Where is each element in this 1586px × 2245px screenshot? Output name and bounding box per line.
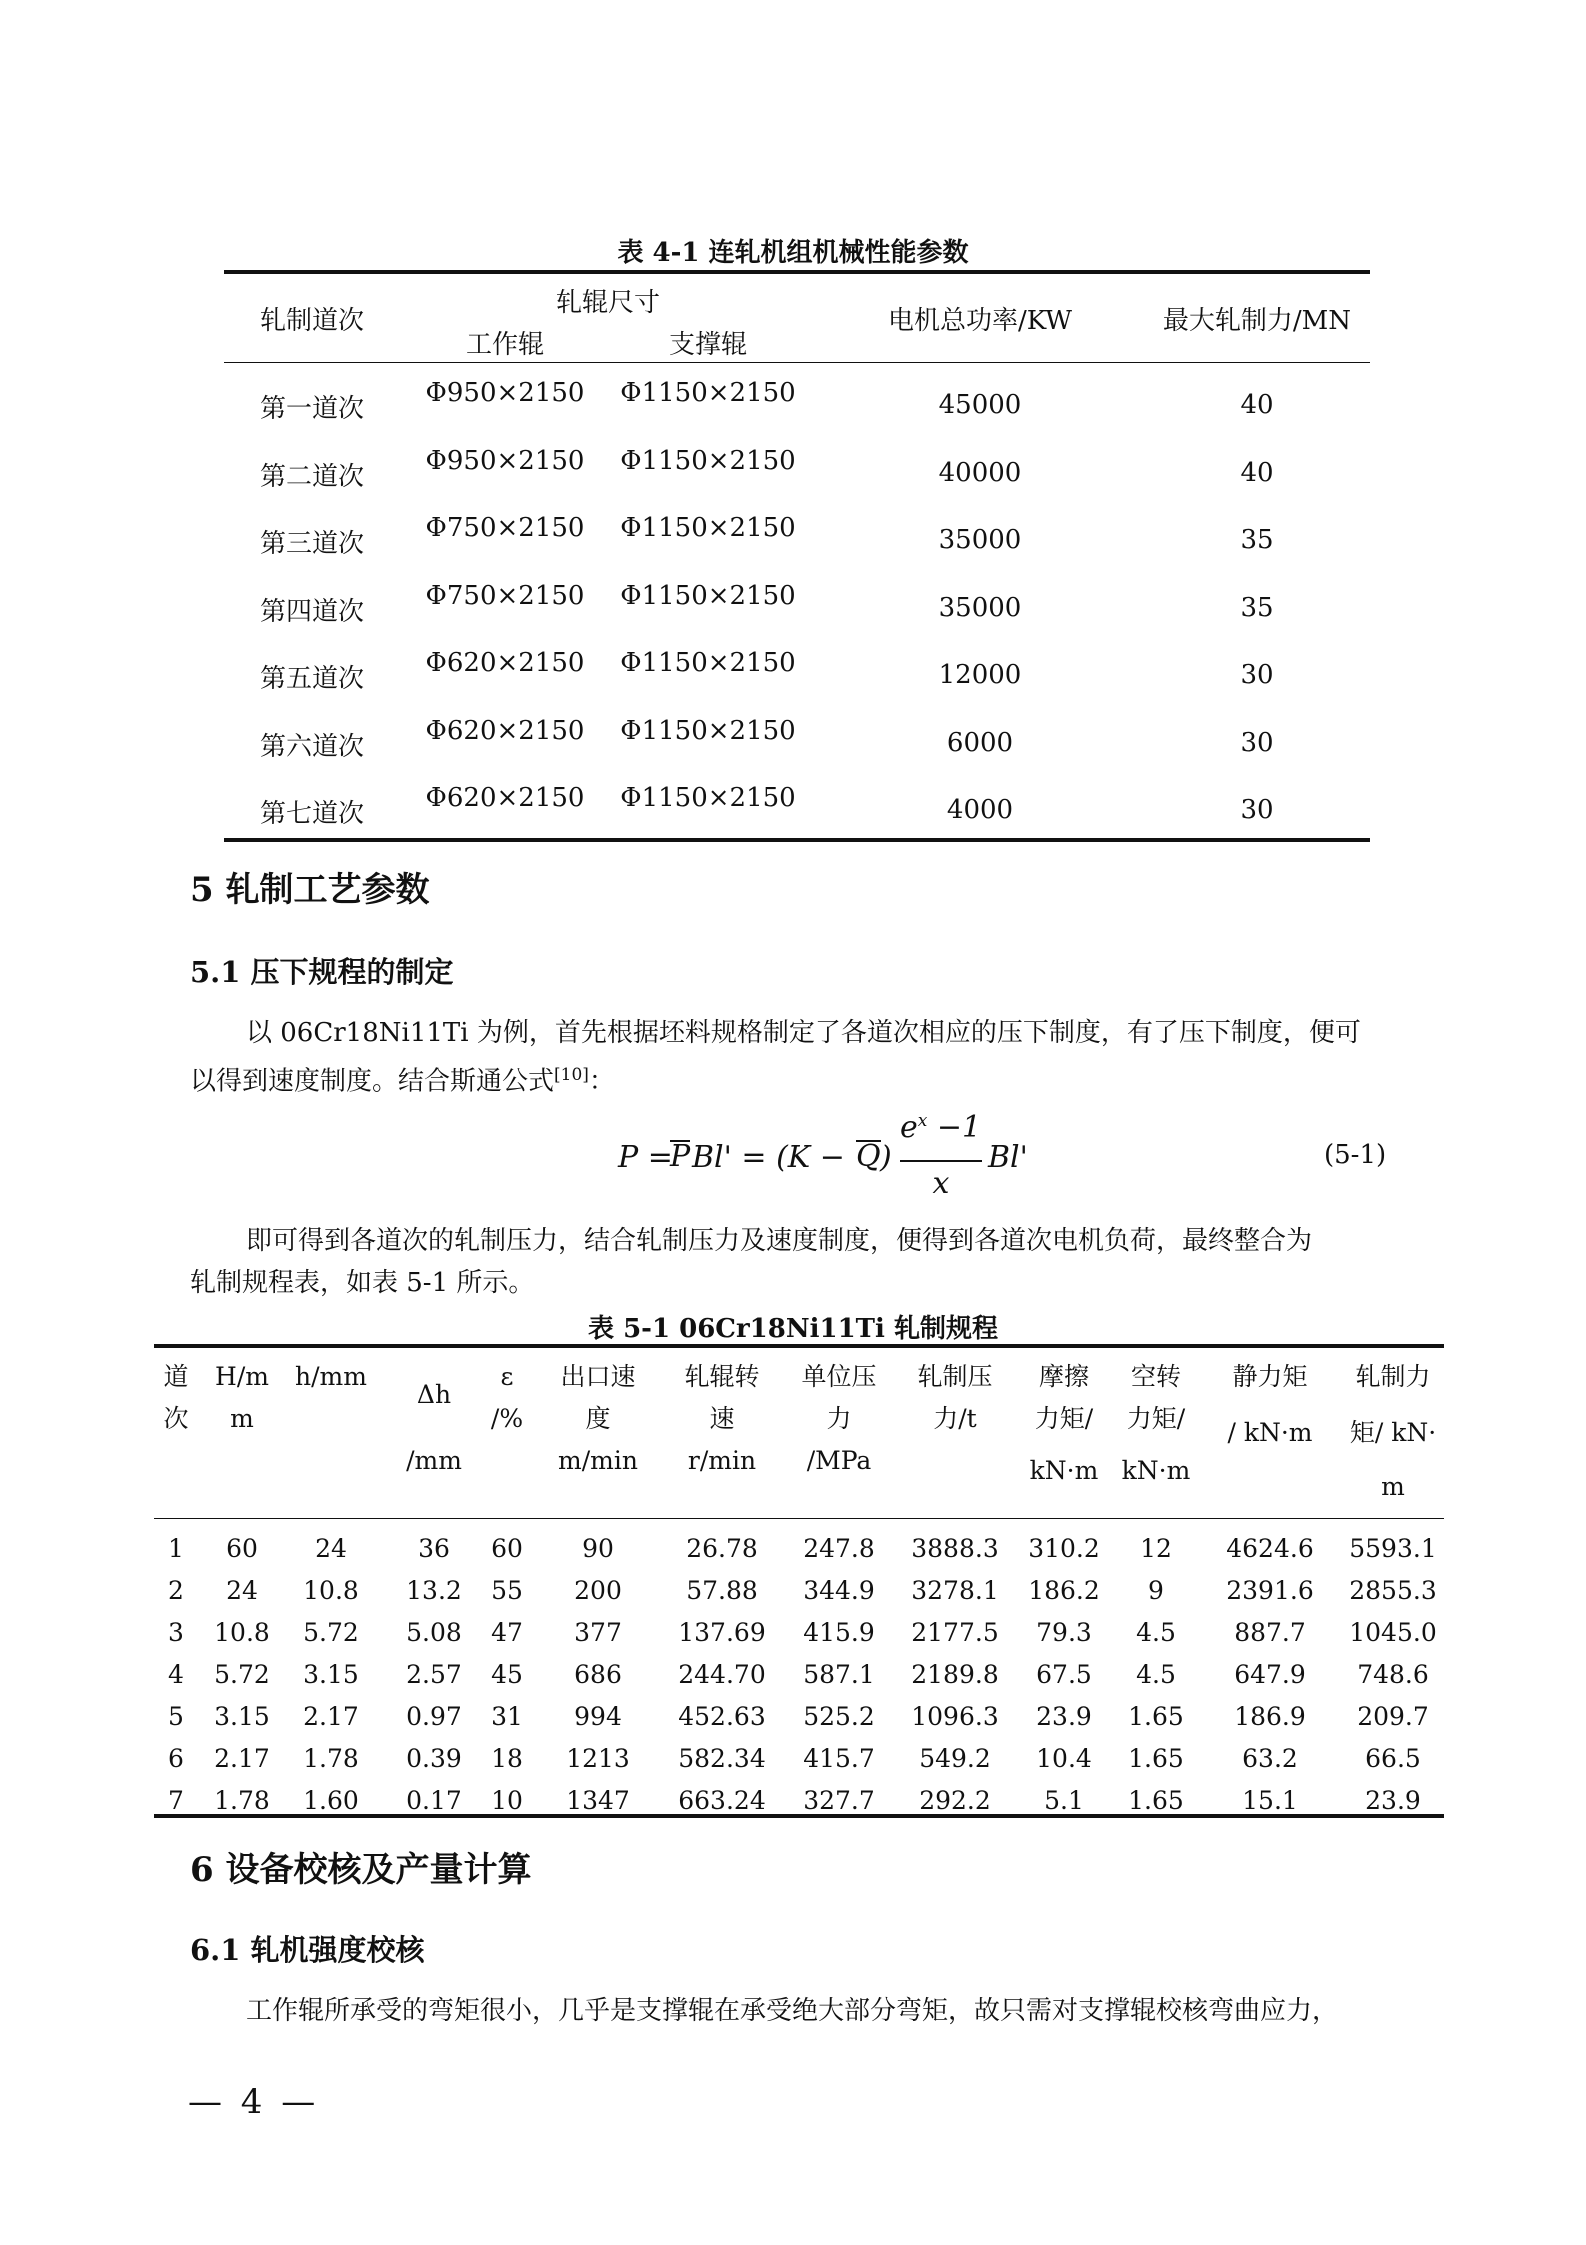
table-5-1-cell: 0.97 [406, 1702, 462, 1731]
paragraph-line: 工作辊所承受的弯矩很小，几乎是支撑辊在承受绝大部分弯矩，故只需对支撑辊校核弯曲应力， [246, 1996, 1339, 2026]
table-5-1-header-cell: H/m [215, 1362, 269, 1391]
table-5-1-cell: 10 [491, 1786, 523, 1815]
table-5-1-cell: 5593.1 [1349, 1534, 1437, 1563]
table-5-1-header-cell: 空转 [1130, 1362, 1181, 1391]
table-5-1-cell: 6 [168, 1744, 184, 1773]
table-5-1-header-cell: 力 [826, 1404, 852, 1433]
table-5-1-cell: 0.17 [406, 1786, 462, 1815]
table-5-1-cell: 247.8 [803, 1534, 875, 1563]
table-4-1-max-force-cell: 30 [1240, 727, 1274, 758]
table-5-1-cell: 587.1 [803, 1660, 875, 1689]
table-4-1-backup-roll-cell: Φ1150×2150 [620, 378, 796, 408]
formula-fraction-bar [900, 1160, 982, 1162]
paragraph-punct: ： [588, 1066, 615, 1097]
table-4-1-pass-cell: 第一道次 [259, 394, 364, 424]
table-5-1-header-cell: Δh [416, 1380, 452, 1409]
table-4-1-pass-cell: 第二道次 [259, 461, 364, 492]
header-motor-power: 电机总功率/KW [888, 306, 1072, 336]
table-4-1-backup-roll-cell: Φ1150×2150 [620, 783, 796, 813]
table-bottom-rule [154, 1814, 1444, 1818]
table-5-1-cell: 5.08 [406, 1618, 462, 1647]
paragraph-line [190, 1054, 1410, 1103]
table-5-1-cell: 1.65 [1128, 1786, 1184, 1815]
table-5-1-cell: 5.72 [303, 1618, 359, 1647]
table-4-1-max-force-cell: 35 [1240, 525, 1274, 555]
table-header-rule [224, 362, 1370, 363]
table-4-1-work-roll-cell: Φ950×2150 [425, 445, 585, 476]
formula-minus-one: −1 [927, 1110, 982, 1145]
table-5-1-header-cell: 轧辊转 [684, 1362, 760, 1391]
table-4-1-motor-power-cell: 35000 [938, 592, 1022, 623]
table-5-1-header-cell: r/min [687, 1446, 757, 1475]
table-5-1-cell: 994 [574, 1702, 622, 1731]
table-5-1-cell: 186.2 [1028, 1576, 1100, 1605]
section-6-heading: 6 设备校核及产量计算 [190, 1850, 532, 1890]
section-5-heading: 5 轧制工艺参数 [190, 870, 430, 910]
table-5-1-cell: 1.60 [303, 1786, 359, 1815]
header-work-roll: 工作辊 [465, 330, 544, 360]
table-5-1-header-cell: 矩/ kN· [1349, 1418, 1437, 1447]
table-5-1-cell: 55 [491, 1576, 523, 1605]
table-4-1-work-roll-cell: Φ620×2150 [425, 715, 585, 746]
formula-p-bar: P [670, 1139, 691, 1174]
table-5-1-cell: 90 [582, 1534, 614, 1563]
table-5-1-header-cell: 轧制压 [917, 1362, 993, 1391]
table-5-1-cell: 60 [491, 1534, 523, 1563]
section-5-1-heading: 5.1 压下规程的制定 [190, 955, 454, 989]
table-5-1-cell: 2 [168, 1576, 184, 1605]
table-4-1-work-roll-cell: Φ620×2150 [425, 783, 585, 813]
header-backup-roll: 支撑辊 [668, 330, 747, 360]
table-5-1-cell: 5.72 [214, 1660, 270, 1689]
table-4-1-max-force-cell: 30 [1240, 795, 1274, 825]
table-4-1-max-force-cell: 35 [1240, 592, 1274, 623]
paragraph-text: 以得到速度制度。结合斯通公式 [190, 1066, 555, 1097]
table-5-1-cell: 1.78 [214, 1786, 270, 1815]
table-4-1-pass-cell: 第六道次 [259, 731, 364, 762]
table-5-1-cell: 36 [418, 1534, 450, 1563]
table-5-1-header-cell: kN·m [1121, 1456, 1191, 1485]
table-5-1-header-cell: ε [500, 1362, 514, 1391]
table-5-1-cell: 663.24 [678, 1786, 766, 1815]
table-5-1-cell: 415.7 [803, 1744, 875, 1773]
table-5-1-cell: 18 [491, 1744, 523, 1773]
table-5-1-cell: 12 [1140, 1534, 1172, 1563]
table-5-1-cell: 24 [226, 1576, 258, 1605]
table-5-1-cell: 186.9 [1234, 1702, 1306, 1731]
table-bottom-rule [224, 838, 1370, 842]
table-5-1-cell: 60 [226, 1534, 258, 1563]
table-5-1-cell: 2189.8 [911, 1660, 999, 1689]
table-4-1-backup-roll-cell: Φ1150×2150 [620, 715, 796, 746]
table-5-1-cell: 23.9 [1365, 1786, 1421, 1815]
table-5-1-cell: 31 [491, 1702, 523, 1731]
header-roll-size: 轧辊尺寸 [555, 288, 660, 318]
table-5-1-cell: 5 [168, 1702, 184, 1731]
table-5-1-cell: 3888.3 [911, 1534, 999, 1563]
table-5-1-cell: 209.7 [1357, 1702, 1429, 1731]
table-4-1-work-roll-cell: Φ620×2150 [425, 648, 585, 678]
table-4-1-motor-power-cell: 45000 [938, 390, 1022, 420]
table-5-1-cell: 748.6 [1357, 1660, 1429, 1689]
table-5-1-header-cell: 道 [163, 1362, 189, 1391]
formula-denominator: x [932, 1166, 950, 1201]
table-5-1-cell: 549.2 [919, 1744, 991, 1773]
paragraph-line: 以 06Cr18Ni11Ti 为例，首先根据坯料规格制定了各道次相应的压下制度，有了压下制度，便可 [246, 1018, 1361, 1048]
table-4-1 [224, 270, 1370, 842]
formula-tail: Bl' [988, 1140, 1028, 1175]
table-4-1-pass-cell: 第四道次 [259, 596, 364, 627]
table-4-1-motor-power-cell: 12000 [938, 660, 1022, 690]
table-5-1 [154, 1344, 1444, 1818]
table-5-1-cell: 1 [168, 1534, 184, 1563]
table-5-1-header-cell: 速 [709, 1404, 735, 1433]
table-5-1-cell: 2.17 [303, 1702, 359, 1731]
table-5-1-cell: 3 [168, 1618, 184, 1647]
table-5-1-cell: 415.9 [803, 1618, 875, 1647]
table-5-1-caption: 表 5-1 06Cr18Ni11Ti 轧制规程 [588, 1314, 998, 1344]
table-5-1-cell: 67.5 [1036, 1660, 1092, 1689]
table-5-1-cell: 137.69 [678, 1618, 766, 1647]
table-header-rule [154, 1518, 1444, 1519]
table-5-1-cell: 647.9 [1234, 1660, 1306, 1689]
table-4-1-motor-power-cell: 4000 [946, 795, 1014, 825]
table-4-1-motor-power-cell: 35000 [938, 525, 1022, 555]
table-5-1-cell: 10.8 [214, 1618, 270, 1647]
stone-formula [618, 1110, 1038, 1210]
table-top-rule [224, 270, 1370, 274]
table-5-1-header-cell: kN·m [1029, 1456, 1099, 1485]
table-5-1-cell: 3.15 [214, 1702, 270, 1731]
table-5-1-cell: 452.63 [678, 1702, 766, 1731]
table-5-1-cell: 887.7 [1234, 1618, 1306, 1647]
table-5-1-cell: 2.17 [214, 1744, 270, 1773]
table-5-1-cell: 4.5 [1136, 1618, 1176, 1647]
table-4-1-pass-cell: 第三道次 [259, 529, 364, 559]
table-5-1-cell: 26.78 [686, 1534, 758, 1563]
table-5-1-cell: 5.1 [1044, 1786, 1084, 1815]
table-5-1-cell: 327.7 [803, 1786, 875, 1815]
table-5-1-header-cell: /MPa [806, 1446, 872, 1475]
table-5-1-cell: 15.1 [1242, 1786, 1298, 1815]
table-4-1-backup-roll-cell: Φ1150×2150 [620, 648, 796, 678]
table-5-1-cell: 2391.6 [1226, 1576, 1314, 1605]
paragraph-5-1 [190, 1012, 1410, 1103]
formula-lhs: P = [618, 1140, 673, 1175]
table-5-1-cell: 3278.1 [911, 1576, 999, 1605]
table-5-1-cell: 686 [574, 1660, 622, 1689]
formula-exponent: x [917, 1111, 928, 1131]
table-5-1-header-cell: h/mm [295, 1362, 367, 1391]
table-5-1-cell: 2.57 [406, 1660, 462, 1689]
table-5-1-header-cell: m/min [558, 1446, 638, 1475]
equation-number: (5-1) [1324, 1140, 1387, 1170]
table-5-1-header-cell: 出口速 [560, 1362, 636, 1391]
table-5-1-cell: 1045.0 [1349, 1618, 1437, 1647]
table-5-1-header-cell: 摩擦 [1038, 1362, 1089, 1391]
table-5-1-header-cell: /mm [406, 1446, 462, 1475]
formula-q-bar: Q [856, 1139, 881, 1174]
table-5-1-header-cell: 次 [163, 1404, 189, 1433]
table-5-1-cell: 377 [574, 1618, 622, 1647]
table-5-1-cell: 4 [168, 1660, 184, 1689]
header-max-force: 最大轧制力/MN [1162, 306, 1352, 336]
table-4-1-pass-cell: 第七道次 [259, 799, 364, 829]
table-5-1-cell: 47 [491, 1618, 523, 1647]
citation: [10] [554, 1065, 589, 1085]
table-5-1-cell: 1213 [566, 1744, 630, 1773]
table-5-1-cell: 0.39 [406, 1744, 462, 1773]
table-5-1-header-cell: m [1381, 1472, 1405, 1501]
table-5-1-header-cell: /% [490, 1404, 524, 1433]
table-5-1-cell: 57.88 [686, 1576, 758, 1605]
section-6-1-heading: 6.1 轧机强度校核 [190, 1933, 425, 1967]
table-4-1-work-roll-cell: Φ750×2150 [425, 580, 585, 611]
table-5-1-cell: 9 [1148, 1576, 1164, 1605]
table-5-1-cell: 200 [574, 1576, 622, 1605]
table-4-1-max-force-cell: 40 [1240, 390, 1274, 420]
table-5-1-cell: 63.2 [1242, 1744, 1298, 1773]
formula-numerator [900, 1110, 980, 1145]
table-5-1-cell: 2855.3 [1349, 1576, 1437, 1605]
header-pass: 轧制道次 [259, 306, 364, 336]
table-5-1-cell: 1347 [566, 1786, 630, 1815]
table-5-1-cell: 79.3 [1036, 1618, 1092, 1647]
formula-close-paren: ) [880, 1140, 892, 1175]
formula-middle: Bl' = (K − [692, 1140, 845, 1175]
table-5-1-cell: 10.8 [303, 1576, 359, 1605]
table-5-1-cell: 7 [168, 1786, 184, 1815]
table-5-1-cell: 23.9 [1036, 1702, 1092, 1731]
table-5-1-cell: 1.65 [1128, 1702, 1184, 1731]
table-5-1-cell: 10.4 [1036, 1744, 1092, 1773]
table-5-1-cell: 1.65 [1128, 1744, 1184, 1773]
table-4-1-motor-power-cell: 40000 [938, 457, 1022, 488]
table-5-1-header-cell: 力矩/ [1034, 1404, 1094, 1433]
table-top-rule [154, 1344, 1444, 1348]
table-5-1-cell: 1096.3 [911, 1702, 999, 1731]
table-5-1-cell: 2177.5 [911, 1618, 999, 1647]
table-5-1-header-cell: 度 [585, 1404, 611, 1433]
table-4-1-backup-roll-cell: Φ1150×2150 [620, 445, 796, 476]
table-5-1-header-cell: / kN·m [1227, 1418, 1313, 1447]
table-5-1-cell: 244.70 [678, 1660, 766, 1689]
table-5-1-header-cell: 单位压 [801, 1362, 877, 1391]
table-5-1-cell: 4624.6 [1226, 1534, 1314, 1563]
table-5-1-cell: 13.2 [406, 1576, 462, 1605]
paragraph-6-1 [190, 1990, 1410, 2032]
table-5-1-cell: 24 [315, 1534, 347, 1563]
table-4-1-backup-roll-cell: Φ1150×2150 [620, 513, 796, 543]
table-5-1-cell: 66.5 [1365, 1744, 1421, 1773]
formula-e: e [900, 1110, 918, 1145]
table-5-1-header-cell: m [230, 1404, 254, 1433]
table-5-1-cell: 1.78 [303, 1744, 359, 1773]
paragraph-5-2 [190, 1220, 1410, 1304]
table-5-1-header-cell: 静力矩 [1232, 1362, 1308, 1391]
table-5-1-cell: 4.5 [1136, 1660, 1176, 1689]
table-4-1-work-roll-cell: Φ950×2150 [425, 378, 585, 408]
table-4-1-caption: 表 4-1 连轧机组机械性能参数 [617, 238, 969, 268]
paragraph-line: 轧制规程表，如表 5-1 所示。 [190, 1268, 535, 1298]
table-5-1-cell: 292.2 [919, 1786, 991, 1815]
table-5-1-cell: 344.9 [803, 1576, 875, 1605]
table-5-1-header-cell: 轧制力 [1355, 1362, 1431, 1391]
table-4-1-motor-power-cell: 6000 [946, 727, 1014, 758]
page-number: — 4 — [188, 2082, 320, 2122]
table-5-1-cell: 525.2 [803, 1702, 875, 1731]
table-4-1-backup-roll-cell: Φ1150×2150 [620, 580, 796, 611]
table-5-1-header-cell: 力/t [933, 1404, 977, 1433]
table-5-1-cell: 310.2 [1028, 1534, 1100, 1563]
paragraph-line: 即可得到各道次的轧制压力，结合轧制压力及速度制度，便得到各道次电机负荷，最终整合为 [246, 1226, 1313, 1256]
table-4-1-max-force-cell: 40 [1240, 457, 1274, 488]
table-4-1-max-force-cell: 30 [1240, 660, 1274, 690]
table-5-1-cell: 45 [491, 1660, 523, 1689]
table-5-1-cell: 582.34 [678, 1744, 766, 1773]
table-4-1-work-roll-cell: Φ750×2150 [425, 513, 585, 543]
table-5-1-cell: 3.15 [303, 1660, 359, 1689]
table-4-1-pass-cell: 第五道次 [259, 664, 364, 694]
table-5-1-header-cell: 力矩/ [1126, 1404, 1186, 1433]
